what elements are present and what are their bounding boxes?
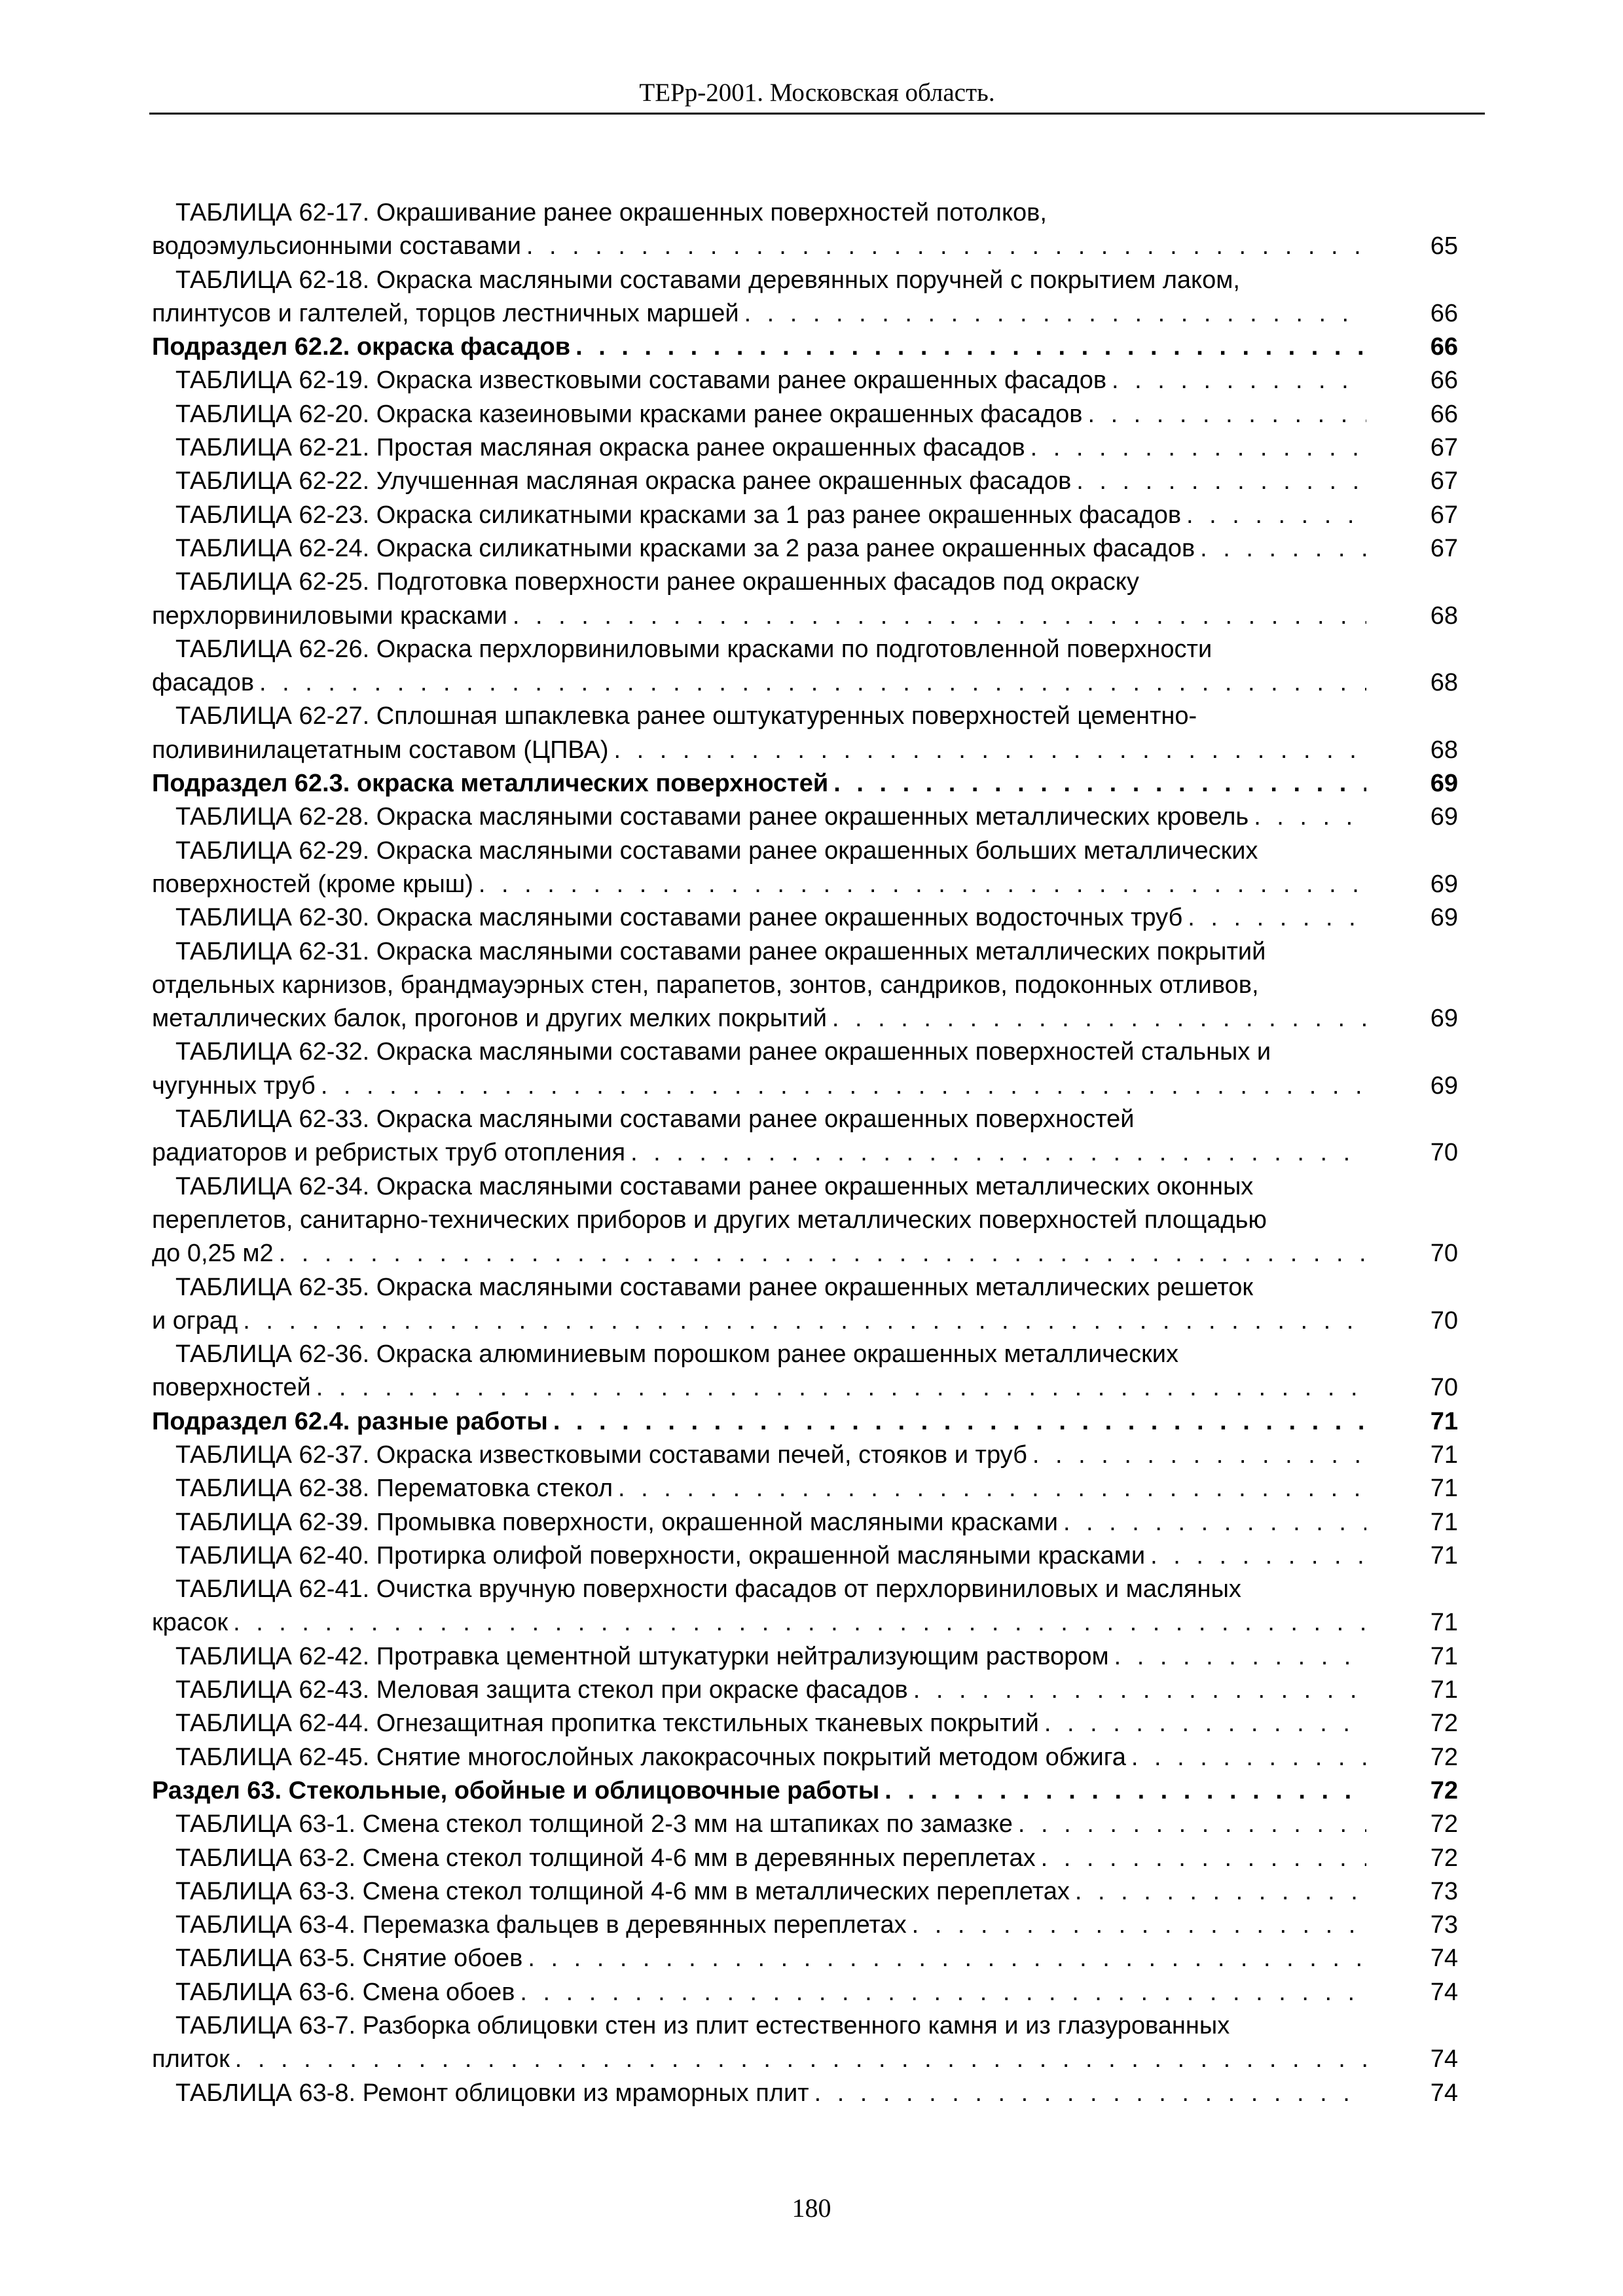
toc-entry[interactable] [152,532,1458,565]
toc-entry-text: ТАБЛИЦА 63-1. Смена стекол толщиной 2-3 мм на штапиках по замазке [175,1810,1013,1839]
toc-entry-text: ТАБЛИЦА 62-29. Окраска масляными составами ранее окрашенных больших металлических [175,836,1258,865]
toc-entry-text: перхлорвиниловыми красками [152,601,507,630]
toc-entry-text: ТАБЛИЦА 63-7. Разборка облицовки стен из плит естественного камня и из глазурованных [175,2012,1230,2040]
toc-page-number: 71 [1430,1407,1458,1435]
toc-entry[interactable] [152,1170,1458,1271]
toc-page-number: 71 [1430,1541,1458,1570]
toc-entry[interactable] [152,465,1458,498]
toc-entry-text: ТАБЛИЦА 62-34. Окраска масляными составами ранее окрашенных металлических оконных [175,1172,1254,1200]
dot-leader [1188,901,1366,935]
toc-entry[interactable] [152,1942,1458,1975]
toc-entry-text: Подраздел 62.2. окраска фасадов [152,333,571,361]
dot-leader [1041,1842,1366,1875]
toc-entry-text: ТАБЛИЦА 62-33. Окраска масляными составами ранее окрашенных поверхностей [175,1105,1135,1134]
toc-entry-text: плинтусов и галтелей, торцов лестничных маршей [152,299,739,327]
toc-entry-text: ТАБЛИЦА 62-17. Окрашивание ранее окрашенных поверхностей потолков, [175,199,1047,226]
toc-entry[interactable] [152,1808,1458,1841]
dot-leader [259,666,1366,700]
toc-entry[interactable] [152,1439,1458,1472]
toc-page-number: 72 [1430,1844,1458,1872]
toc-page-number: 71 [1430,1642,1458,1670]
toc-entry[interactable] [152,901,1458,935]
dot-leader [520,1976,1366,2009]
toc-entry-text: ТАБЛИЦА 62-39. Промывка поверхности, окрашенной масляными красками [175,1508,1058,1536]
dot-leader [321,1069,1366,1103]
toc-entry[interactable] [152,633,1458,700]
toc-page-number: 72 [1430,1710,1458,1738]
toc-entry-text: ТАБЛИЦА 62-40. Протирка олифой поверхности, окрашенной масляными красками [175,1541,1146,1570]
toc-entry[interactable] [152,1338,1458,1405]
toc-entry-text: ТАБЛИЦА 62-30. Окраска масляными составами ранее окрашенных водосточных труб [175,904,1183,932]
toc-entry[interactable] [152,364,1458,397]
dot-leader [243,1304,1366,1338]
toc-page-number: 66 [1430,299,1458,327]
toc-page-number: 66 [1430,367,1458,395]
toc-entry[interactable] [152,935,1458,1036]
toc-entry-text: ТАБЛИЦА 62-38. Перематовка стекол [175,1475,613,1503]
toc-entry-text: ТАБЛИЦА 62-22. Улучшенная масляная окраска ранее окрашенных фасадов [175,467,1072,495]
toc-entry-text: поверхностей (кроме крыш) [152,870,473,898]
toc-entry[interactable] [152,1741,1458,1774]
dot-leader [744,297,1366,331]
toc-entry-text: ТАБЛИЦА 62-26. Окраска перхлорвиниловыми красками по подготовленной поверхности [175,635,1213,663]
toc-entry[interactable] [152,1539,1458,1573]
dot-leader [832,1002,1366,1035]
toc-entry-text: до 0,25 м2 [152,1240,274,1268]
toc-page-number: 68 [1430,601,1458,630]
toc-page-number: 74 [1430,1945,1458,1973]
toc-entry-text: Раздел 63. Стекольные, обойные и облицовочные работы [152,1776,880,1804]
toc-entry-text: ТАБЛИЦА 62-28. Окраска масляными составами ранее окрашенных металлических кровель [175,803,1249,831]
toc-page-number: 71 [1430,1441,1458,1469]
toc-entry[interactable] [152,700,1458,767]
toc-entry[interactable] [152,1103,1458,1170]
toc-page-number: 68 [1430,736,1458,764]
toc-page-number: 72 [1430,1810,1458,1839]
toc-page-number: 67 [1430,501,1458,529]
toc-entry-text: Подраздел 62.4. разные работы [152,1407,548,1435]
toc-page-number: 72 [1430,1776,1458,1804]
toc-entry[interactable] [152,398,1458,431]
toc-entry-text: красок [152,1609,228,1637]
toc-page-number: 69 [1430,1071,1458,1100]
toc-entry-text: металлических балок, прогонов и других мелких покрытий [152,1005,827,1033]
dot-leader [1030,431,1366,465]
toc-entry[interactable] [152,431,1458,465]
toc-entry[interactable] [152,565,1458,633]
page-header [149,73,1485,115]
dot-leader [1076,465,1366,498]
toc-page-number: 72 [1430,1743,1458,1771]
toc-entry-text: ТАБЛИЦА 62-45. Снятие многослойных лакокрасочных покрытий методом обжига [175,1743,1126,1771]
toc-entry-text: Подраздел 62.3. окраска металлических поверхностей [152,770,829,798]
toc-entry[interactable] [152,196,1458,264]
toc-entry-text: отдельных карнизов, брандмауэрных стен, парапетов, зонтов, сандриков, подоконных отливов, [152,971,1259,999]
toc-entry[interactable] [152,1976,1458,2009]
toc-entry-text: плиток [152,2045,230,2073]
dot-leader [1114,1640,1366,1674]
toc-page-number: 70 [1430,1139,1458,1167]
dot-leader [1186,499,1366,532]
toc-page-number: 67 [1430,434,1458,462]
dot-leader [1112,364,1366,397]
toc-entry-text: ТАБЛИЦА 63-5. Снятие обоев [175,1945,523,1973]
toc-section-heading[interactable] [152,1774,1458,1808]
toc-entry[interactable] [152,2009,1458,2077]
toc-entry[interactable] [152,1640,1458,1674]
toc-page-number: 70 [1430,1240,1458,1268]
dot-leader [316,1371,1366,1405]
toc-entry-text: ТАБЛИЦА 62-36. Окраска алюминиевым порошком ранее окрашенных металлических [175,1340,1179,1369]
dot-leader [630,1136,1366,1170]
dot-leader [1087,398,1366,431]
toc-entry-text: ТАБЛИЦА 62-23. Окраска силикатными красками за 1 раз ранее окрашенных фасадов [175,501,1182,529]
toc-page-number: 65 [1430,232,1458,260]
dot-leader [1044,1707,1366,1740]
toc-section-heading[interactable] [152,331,1458,364]
toc-entry-text: ТАБЛИЦА 62-25. Подготовка поверхности ранее окрашенных фасадов под окраску [175,568,1139,596]
toc-entry-text: радиаторов и ребристых труб отопления [152,1139,626,1167]
toc-page-number: 73 [1430,1911,1458,1939]
toc-entry[interactable] [152,1271,1458,1338]
toc-entry-text: чугунных труб [152,1071,316,1100]
toc-entry-text: ТАБЛИЦА 62-31. Окраска масляными составами ранее окрашенных металлических покрытий [175,937,1266,965]
toc-page-number: 71 [1430,1609,1458,1637]
toc-page-number: 69 [1430,904,1458,932]
dot-leader [913,1674,1366,1707]
toc-section-heading[interactable] [152,1405,1458,1439]
toc-page-number: 69 [1430,770,1458,798]
toc-page-number: 69 [1430,1005,1458,1033]
dot-leader [233,1606,1366,1640]
dot-leader [1200,532,1366,565]
page-footer [0,2193,1623,2223]
dot-leader [1150,1539,1366,1573]
toc-page-number: 71 [1430,1475,1458,1503]
toc-entry-text: ТАБЛИЦА 63-8. Ремонт облицовки из мраморных плит [175,2079,809,2107]
toc-page-number: 67 [1430,534,1458,562]
toc-entry-text: ТАБЛИЦА 62-35. Окраска масляными составами ранее окрашенных металлических решеток [175,1273,1254,1301]
toc-entry-text: ТАБЛИЦА 63-3. Смена стекол толщиной 4-6 мм в металлических переплетах [175,1877,1070,1905]
toc-entry-text: водоэмульсионными составами [152,232,521,260]
toc-entry-text: ТАБЛИЦА 62-24. Окраска силикатными красками за 2 раза ранее окрашенных фасадов [175,534,1195,562]
toc-page-number: 69 [1430,870,1458,898]
table-of-contents [152,196,1458,2110]
toc-entry[interactable] [152,499,1458,532]
toc-entry-text: ТАБЛИЦА 62-32. Окраска масляными составами ранее окрашенных поверхностей стальных и [175,1038,1271,1066]
toc-entry-text: фасадов [152,669,255,697]
toc-entry-text: поливинилацетатным составом (ЦПВА) [152,736,609,764]
toc-entry[interactable] [152,1842,1458,1875]
toc-entry-text: ТАБЛИЦА 62-19. Окраска известковыми составами ранее окрашенных фасадов [175,367,1107,395]
dot-leader [526,230,1366,263]
dot-leader [235,2043,1366,2076]
toc-entry-text: ТАБЛИЦА 62-20. Окраска казеиновыми красками ранее окрашенных фасадов [175,400,1083,428]
toc-entry-text: и оград [152,1306,238,1335]
toc-entry-text: ТАБЛИЦА 62-21. Простая масляная окраска ранее окрашенных фасадов [175,434,1025,462]
dot-leader [884,1774,1366,1808]
toc-page-number: 66 [1430,333,1458,361]
toc-entry[interactable] [152,834,1458,902]
dot-leader [553,1405,1366,1439]
toc-entry[interactable] [152,2077,1458,2110]
toc-entry-text: ТАБЛИЦА 63-4. Перемазка фальцев в деревянных переплетах [175,1911,907,1939]
toc-entry[interactable] [152,264,1458,331]
toc-entry-text: ТАБЛИЦА 62-44. Огнезащитная пропитка текстильных тканевых покрытий [175,1710,1039,1738]
toc-entry-text: ТАБЛИЦА 62-42. Протравка цементной штукатурки нейтрализующим раствором [175,1642,1109,1670]
toc-entry[interactable] [152,1674,1458,1707]
toc-page-number: 66 [1430,400,1458,428]
dot-leader [513,600,1366,633]
dot-leader [618,1472,1366,1505]
dot-leader [1075,1875,1366,1909]
dot-leader [575,331,1366,364]
header-title: ТЕРр-2001. Московская область. [639,79,995,107]
toc-entry[interactable] [152,1506,1458,1539]
dot-leader [814,2077,1366,2110]
toc-entry-text: ТАБЛИЦА 62-27. Сплошная шпаклевка ранее оштукатуренных поверхностей цементно- [175,702,1197,730]
toc-entry-text: ТАБЛИЦА 63-6. Смена обоев [175,1978,515,2006]
toc-entry[interactable] [152,1573,1458,1640]
dot-leader [479,868,1366,901]
dot-leader [1131,1741,1366,1774]
toc-page-number: 70 [1430,1374,1458,1402]
dot-leader [614,734,1367,767]
toc-entry-text: ТАБЛИЦА 62-43. Меловая защита стекол при окраске фасадов [175,1676,908,1704]
toc-page-number: 74 [1430,2079,1458,2107]
dot-leader [912,1909,1366,1942]
toc-page-number: 73 [1430,1877,1458,1905]
dot-leader [1254,800,1366,834]
toc-entry[interactable] [152,800,1458,834]
dot-leader [1032,1439,1366,1472]
toc-entry[interactable] [152,1909,1458,1942]
toc-page-number: 71 [1430,1676,1458,1704]
toc-section-heading[interactable] [152,767,1458,800]
toc-page-number: 71 [1430,1508,1458,1536]
dot-leader [1018,1808,1366,1841]
toc-entry-text: поверхностей [152,1374,311,1402]
toc-entry[interactable] [152,1035,1458,1103]
toc-page-number: 69 [1430,803,1458,831]
toc-entry-text: переплетов, санитарно-технических приборов и других металлических поверхностей площадью [152,1206,1267,1234]
dot-leader [528,1942,1366,1975]
dot-leader [279,1237,1366,1270]
page-number: 180 [792,2193,831,2223]
toc-entry-text: ТАБЛИЦА 62-37. Окраска известковыми составами печей, стояков и труб [175,1441,1027,1469]
toc-entry-text: ТАБЛИЦА 63-2. Смена стекол толщиной 4-6 мм в деревянных переплетах [175,1844,1036,1872]
dot-leader [833,767,1366,800]
toc-page-number: 74 [1430,2045,1458,2073]
toc-entry[interactable] [152,1707,1458,1740]
toc-page-number: 67 [1430,467,1458,495]
dot-leader [1063,1506,1366,1539]
toc-entry-text: ТАБЛИЦА 62-41. Очистка вручную поверхности фасадов от перхлорвиниловых и масляных [175,1575,1241,1604]
toc-entry-text: ТАБЛИЦА 62-18. Окраска масляными составами деревянных поручней с покрытием лаком, [175,266,1240,294]
toc-page-number: 74 [1430,1978,1458,2006]
toc-page-number: 68 [1430,669,1458,697]
toc-entry[interactable] [152,1472,1458,1505]
toc-page-number: 70 [1430,1306,1458,1335]
toc-entry[interactable] [152,1875,1458,1909]
